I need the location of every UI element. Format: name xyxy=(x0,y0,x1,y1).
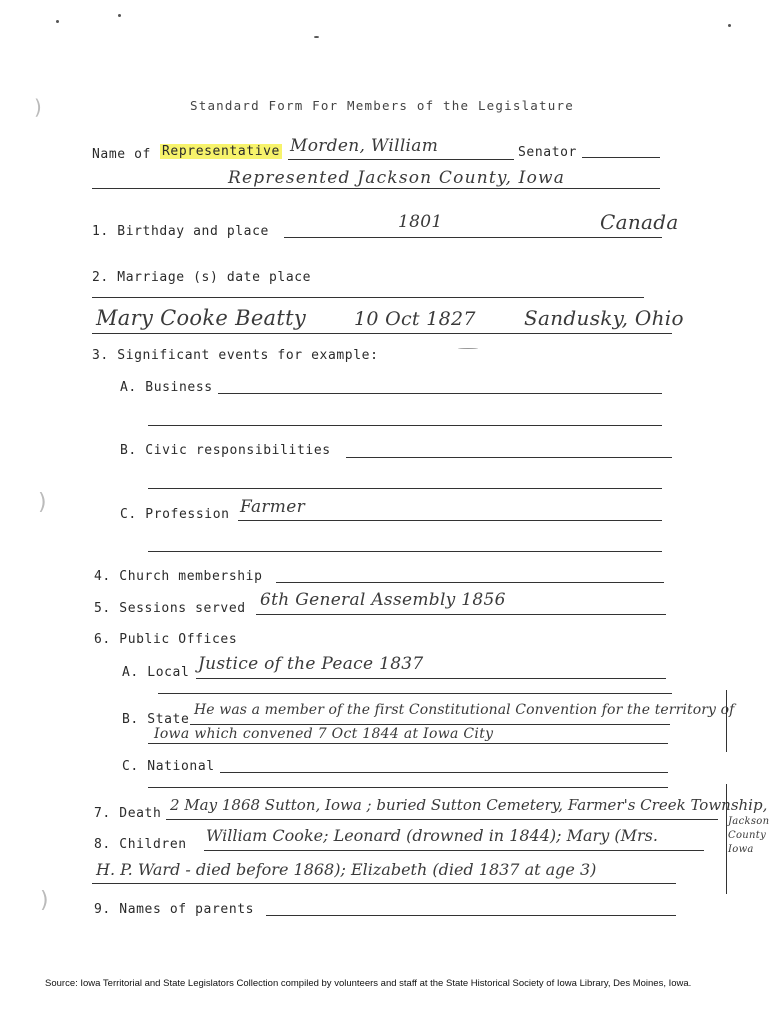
parents-label: 9. Names of parents xyxy=(94,902,255,917)
scan-bracket-mark: ) xyxy=(38,490,47,515)
marriage-spouse-handwritten: Mary Cooke Beatty xyxy=(96,306,307,330)
death-underline xyxy=(166,819,718,820)
local-underline-2 xyxy=(158,693,672,694)
local-label: A. Local xyxy=(122,665,190,680)
civic-label: B. Civic responsibilities xyxy=(120,443,331,458)
birthday-place-handwritten: Canada xyxy=(600,210,679,234)
marriage-underline-1 xyxy=(92,297,644,298)
represented-underline xyxy=(92,188,660,189)
parents-underline xyxy=(266,915,676,916)
public-offices-label: 6. Public Offices xyxy=(94,632,238,647)
sessions-handwritten: 6th General Assembly 1856 xyxy=(260,590,506,610)
scan-speck xyxy=(314,36,319,38)
death-label: 7. Death xyxy=(94,806,162,821)
profession-underline-2 xyxy=(148,551,662,552)
source-footer: Source: Iowa Territorial and State Legislators Collection compiled by volunteers and staff at the State Historical Society of Iowa Library, Des Moines, Iowa. xyxy=(45,978,692,989)
name-of-label: Name of xyxy=(92,147,151,162)
profession-handwritten: Farmer xyxy=(240,497,306,517)
children-handwritten-line2: H. P. Ward - died before 1868); Elizabeth (died 1837 at age 3) xyxy=(96,860,597,879)
church-label: 4. Church membership xyxy=(94,569,263,584)
marriage-date-handwritten: 10 Oct 1827 xyxy=(354,308,476,330)
business-underline-2 xyxy=(148,425,662,426)
representative-label xyxy=(160,144,282,159)
state-underline xyxy=(190,724,670,725)
birthday-year-handwritten: 1801 xyxy=(398,212,443,232)
scan-speck xyxy=(118,14,121,17)
represented-handwritten: Represented Jackson County, Iowa xyxy=(228,168,566,188)
sessions-underline xyxy=(256,614,666,615)
representative-highlight: Representative xyxy=(162,144,280,159)
children-underline-2 xyxy=(92,883,676,884)
children-handwritten-line1: William Cooke; Leonard (drowned in 1844); Mary (Mrs. xyxy=(206,826,658,845)
death-handwritten: 2 May 1868 Sutton, Iowa ; buried Sutton Cemetery, Farmer's Creek Township, xyxy=(170,796,768,814)
marriage-label: 2. Marriage (s) date place xyxy=(92,270,312,285)
local-underline xyxy=(196,678,666,679)
profession-label: C. Profession xyxy=(120,507,230,522)
name-handwritten: Morden, William xyxy=(290,136,439,156)
national-underline-1 xyxy=(220,772,668,773)
senator-underline xyxy=(582,157,660,158)
scan-speck xyxy=(56,20,59,23)
margin-bracket xyxy=(726,784,727,894)
birthday-label: 1. Birthday and place xyxy=(92,224,269,239)
state-label: B. State xyxy=(122,712,190,727)
national-label: C. National xyxy=(122,759,215,774)
scan-speck xyxy=(458,348,478,349)
business-underline-1 xyxy=(218,393,662,394)
children-underline-1 xyxy=(204,850,704,851)
sessions-label: 5. Sessions served xyxy=(94,601,246,616)
state-handwritten-line1: He was a member of the first Constitutional Convention for the territory of xyxy=(194,702,735,718)
state-underline-2 xyxy=(148,743,668,744)
national-underline-2 xyxy=(148,787,668,788)
scan-bracket-mark: ) xyxy=(40,888,49,913)
significant-events-label: 3. Significant events for example: xyxy=(92,348,379,363)
name-underline xyxy=(288,159,514,160)
local-handwritten: Justice of the Peace 1837 xyxy=(198,654,424,674)
death-margin-note: Jackson County Iowa xyxy=(728,816,770,855)
marriage-place-handwritten: Sandusky, Ohio xyxy=(524,306,684,330)
marriage-underline-2 xyxy=(92,333,672,334)
margin-bracket xyxy=(726,690,727,752)
children-label: 8. Children xyxy=(94,837,187,852)
senator-label: Senator xyxy=(518,145,577,160)
profession-underline-1 xyxy=(238,520,662,521)
state-handwritten-line2: Iowa which convened 7 Oct 1844 at Iowa City xyxy=(154,726,494,742)
civic-underline-2 xyxy=(148,488,662,489)
scan-speck xyxy=(728,24,731,27)
form-title: Standard Form For Members of the Legislature xyxy=(190,98,574,113)
business-label: A. Business xyxy=(120,380,213,395)
birthday-underline xyxy=(284,237,662,238)
civic-underline-1 xyxy=(346,457,672,458)
church-underline xyxy=(276,582,664,583)
scan-bracket-mark: ) xyxy=(34,95,42,119)
